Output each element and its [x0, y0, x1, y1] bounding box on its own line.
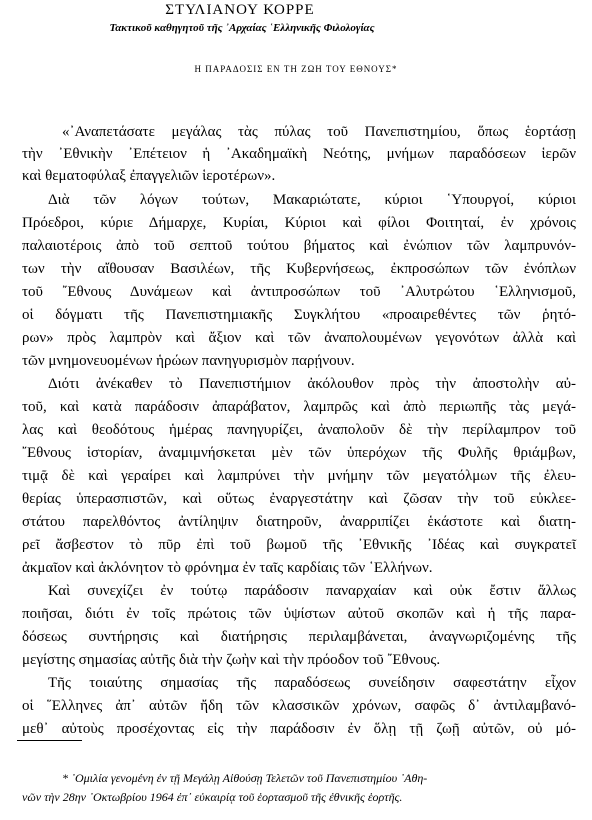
body-line: καὶ θεματοφύλαξ ἐπαγγελιῶν ἱεροτέρων». [22, 168, 276, 184]
body-line: Διὰ τῶν λόγων τούτων, Μακαριώτατε, κύριοι ῾Υπουργοί, κύριοι [48, 192, 576, 208]
body-line: στάτου παρελθόντος ἀντίληψιν διατηροῦν, ἀναρριπίζει ἑκάστοτε καὶ διατη- [22, 514, 576, 530]
body-line: οἱ ῞Ελληνες ἀπ᾽ αὐτῶν ἤδη τῶν κλασσικῶν χρόνων, σαφῶς δ᾽ ἀντιλαμβανό- [22, 698, 576, 714]
body-line: Τῆς τοιαύτης σημασίας τῆς παραδόσεως συνείδησιν σαφεστάτην εἶχον [48, 675, 576, 691]
author-name: ΣΤΥΛΙΑΝΟΥ ΚΟΡΡΕ [165, 2, 315, 18]
author-affiliation: Τακτικοῦ καθηγητοῦ τῆς ᾽Αρχαίας ῾Ελληνικῆς Φιλολογίας [109, 22, 375, 34]
body-line: τὴν ᾽Εθνικὴν ᾽Επέτειον ἡ ᾽Ακαδημαϊκὴ Νεότης, μνήμων παραδόσεων ἱερῶν [22, 146, 576, 162]
body-line: ῎Εθνους ἱστορίαν, ἀναμιμνήσκεται μὲν τῶν ὑπερόχων τῆς Φυλῆς θριάμβων, [22, 445, 576, 461]
body-line: «᾽Αναπετάσατε μεγάλας τὰς πύλας τοῦ Πανεπιστημίου, ὅπως ἑορτάσῃ [62, 124, 576, 140]
body-line: παλαιοτέροις ἀπὸ τοῦ σεπτοῦ τούτου βήματος καὶ ἐνώπιον τῶν λαμπρυνόν- [22, 238, 576, 254]
body-line: ρεῖ ἄσβεστον τὸ πῦρ ἐπὶ τοῦ βωμοῦ τῆς ᾽Εθνικῆς ᾽Ιδέας καὶ συγκρατεῖ [22, 537, 576, 553]
body-line: Πρόεδροι, κύριε Δήμαρχε, Κυρίαι, Κύριοι καὶ φίλοι Φοιτηταί, ἐν χρόνοις [22, 215, 576, 231]
body-line: Καὶ συνεχίζει ἐν τούτῳ παράδοσιν παναρχαίαν καὶ οὐκ ἔστιν ἄλλως [48, 583, 576, 599]
body-line: μεγίστης σημασίας αὐτῆς διὰ τὴν ζωὴν καὶ τὴν πρόοδον τοῦ ῎Εθνους. [22, 652, 441, 668]
body-line: τοῦ ῎Εθνους Δυνάμεων καὶ ἀντιπροσώπων τοῦ ᾽Αλυτρώτου ῾Ελληνισμοῦ, [22, 284, 576, 300]
body-line: τοῦ, καὶ κατὰ παράδοσιν ἀπαράβατον, λαμπρῶς καὶ ἀπὸ περιωπῆς τὰς μεγά- [22, 399, 576, 415]
body-line: Διότι ἀνέκαθεν τὸ Πανεπιστήμιον ἀκόλουθον πρὸς τὴν ἀποστολὴν αὐ- [48, 376, 576, 392]
body-line: οἱ δόγματι τῆς Πανεπιστημιακῆς Συγκλήτου «προαιρεθέντες τῶν ῥητό- [22, 307, 576, 323]
body-line: των τὴν αἴθουσαν Βασιλέων, τῆς Κυβερνήσεως, ἐκπροσώπων τῶν ἐνόπλων [22, 261, 576, 277]
footnote-line: νῶν τὴν 28ην ᾽Οκτωβρίου 1964 ἐπ᾽ εὐκαιρίᾳ τοῦ ἑορτασμοῦ τῆς ἐθνικῆς ἑορτῆς. [22, 790, 403, 804]
footnote-line: * ᾽Ομιλία γενομένη ἐν τῇ Μεγάλῃ Αἰθούσῃ Τελετῶν τοῦ Πανεπιστημίου ᾽Αθη- [62, 771, 428, 785]
body-line: λας καὶ θεοδότους ἡμέρας πανηγυρίζει, ἀναπολοῦν δὲ τὴν περίλαμπρον τοῦ [22, 422, 576, 438]
body-line: μεθ᾽ αὐτοὺς προσέχοντας εἰς τὴν παράδοσιν ἐν ὅλῃ τῇ ζωῇ αὐτῶν, οὐ μό- [22, 721, 576, 737]
body-line: δόσεως συντήρησις καὶ διατήρησις περιλαμβάνεται, ἀναγνωριζομένης τῆς [22, 629, 576, 645]
article-title: Η ΠΑΡΑΔΟΣΙΣ ΕΝ ΤΗ ΖΩΗ ΤΟΥ ΕΘΝΟΥΣ* [194, 64, 398, 74]
footnote-divider [17, 740, 82, 741]
body-line: θερίας ὑπερασπιστῶν, καὶ οὕτως ἐναργεστάτην καὶ ζῶσαν τὴν τοῦ εὐκλεε- [22, 491, 576, 507]
body-line: ρων» πρὸς λαμπρὸν καὶ ἄξιον καὶ τῶν ἀναπολουμένων γεγονότων ἀλλὰ καὶ [22, 330, 576, 346]
body-line: τῶν μνημονευομένων ἡρώων πανηγυρισμὸν παρῄνουν. [22, 353, 355, 369]
body-line: ποιῆσαι, διότι ἐν τοῖς πρώτοις τῶν ὑψίστων αὐτοῦ σκοπῶν καὶ ἡ τῆς παρα- [22, 606, 576, 622]
body-line: τιμᾷ δὲ καὶ γεραίρει καὶ λαμπρύνει τὴν μνήμην τῶν μεγατόλμων τῆς ἐλευ- [22, 468, 576, 484]
body-line: ἀκμαῖον καὶ ἀκλόνητον τὸ φρόνημα ἐν ταῖς καρδίαις τῶν ῾Ελλήνων. [22, 560, 433, 576]
